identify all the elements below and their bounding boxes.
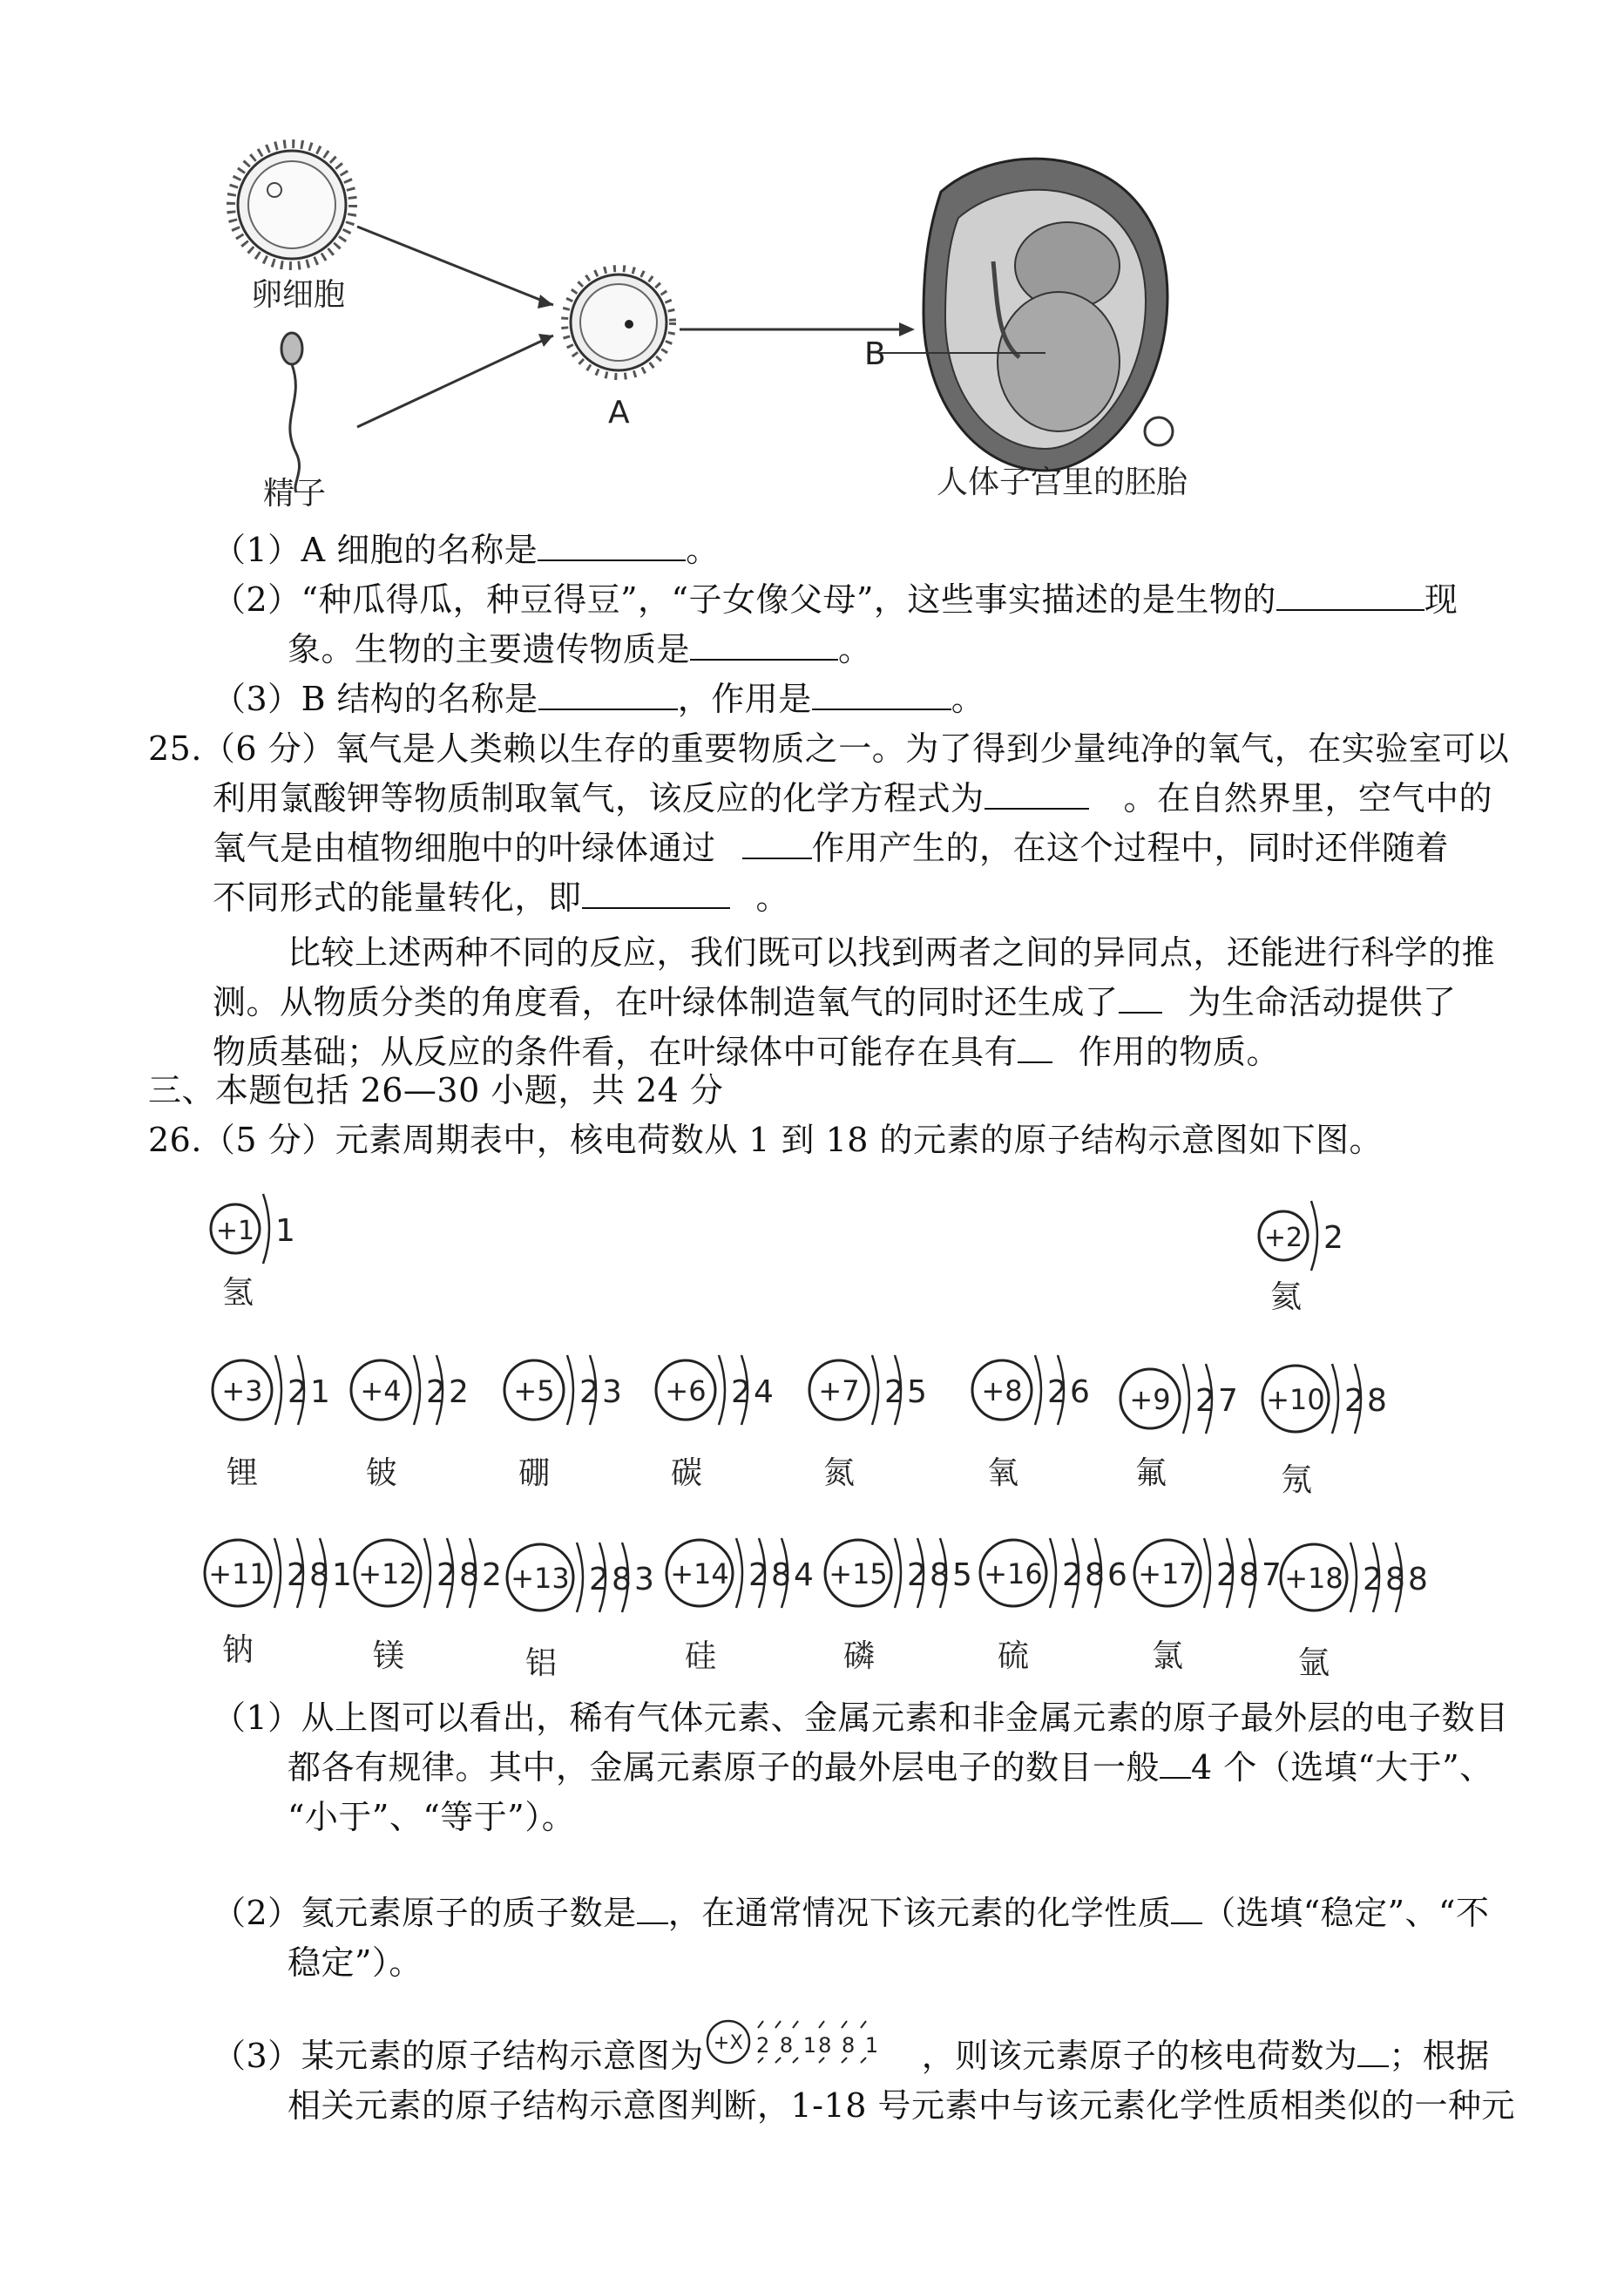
zygote-label: A <box>608 395 630 431</box>
q26-intro: 26.（5 分）元素周期表中，核电荷数从 1 到 18 的元素的原子结构示意图如下图。 <box>148 1121 1384 1159</box>
atom-diagram-11 <box>205 1538 352 1668</box>
shell-electron-count: 5 <box>907 1374 927 1410</box>
nucleus-charge: +15 <box>829 1557 888 1590</box>
shell-electron-count: 2 <box>288 1374 308 1410</box>
electron-shell-arc <box>1183 1364 1189 1434</box>
answer-blank[interactable] <box>637 1893 668 1924</box>
shell-electron-count: 1 <box>275 1213 295 1249</box>
element-name: 磷 <box>843 1638 876 1674</box>
element-name: 氢 <box>222 1275 254 1311</box>
embryo-b-label: B <box>864 336 886 372</box>
nucleus-charge: +9 <box>1129 1383 1171 1416</box>
element-name: 钠 <box>222 1632 254 1668</box>
shell-electron-count: 2 <box>1344 1383 1364 1419</box>
q26-item3-line2: 相关元素的原子结构示意图判断，1-18 号元素中与该元素化学性质相类似的一种元 <box>288 2086 1515 2125</box>
electron-shell-arc <box>1332 1364 1338 1434</box>
q26-item1-line1: （1）从上图可以看出，稀有气体元素、金属元素和非金属元素的原子最外层的电子数目 <box>213 1699 1509 1737</box>
electron-shell-arc <box>1035 1355 1041 1425</box>
atom-diagram-8 <box>972 1355 1090 1491</box>
shell-electron-count: 4 <box>754 1374 774 1410</box>
element-name: 氩 <box>1298 1645 1330 1681</box>
atom-diagram-10 <box>1262 1364 1387 1498</box>
egg-label: 卵细胞 <box>251 277 346 313</box>
shell-electron-count: 2 <box>1216 1557 1236 1593</box>
inline-atom-diagram <box>704 2031 904 2077</box>
q24-item1: （1）A 细胞的名称是 。 <box>213 531 720 569</box>
electron-shell-arc <box>263 1194 269 1264</box>
atom-diagram-3 <box>213 1355 330 1491</box>
element-name: 碳 <box>671 1455 703 1491</box>
answer-blank[interactable] <box>1160 1747 1191 1779</box>
shell-electron-count: 2 <box>1363 1562 1383 1597</box>
element-name: 氯 <box>1152 1638 1184 1674</box>
atom-diagram-1 <box>211 1194 295 1311</box>
element-name: 硅 <box>685 1638 717 1674</box>
element-name: 锂 <box>227 1455 259 1491</box>
shell-electron-count: 2 <box>1047 1374 1067 1410</box>
atom-diagram-17 <box>1134 1538 1282 1674</box>
electron-shell-arc <box>895 1538 901 1608</box>
element-name: 氧 <box>987 1455 1019 1491</box>
shell-electron-count: 3 <box>634 1562 654 1597</box>
shell-electron-count: 2 <box>1323 1220 1343 1256</box>
shell-electron-count: 8 <box>459 1557 479 1593</box>
nucleus-charge: +12 <box>358 1557 417 1590</box>
atom-diagram-7 <box>809 1355 927 1491</box>
electron-shell-arc <box>567 1355 573 1425</box>
q26-item1-line2: 都各有规律。其中，金属元素原子的最外层电子的数目一般 4 个（选填“大于”、 <box>288 1748 1493 1787</box>
nucleus-charge: +2 <box>1263 1223 1303 1253</box>
electron-shell-arc <box>872 1355 878 1425</box>
electron-shell-arc <box>1050 1538 1056 1608</box>
nucleus-charge: +4 <box>360 1374 402 1407</box>
nucleus-charge: +16 <box>984 1557 1043 1590</box>
shell-electron-count: 2 <box>589 1562 609 1597</box>
q24-item3: （3）B 结构的名称是 ，作用是 。 <box>213 680 985 718</box>
element-name: 氖 <box>1281 1462 1313 1498</box>
q26-item2-line2: 稳定”）。 <box>288 1943 423 1982</box>
q25-line1: 25.（6 分）氧气是人类赖以生存的重要物质之一。为了得到少量纯净的氧气，在实验室可以 <box>148 729 1510 768</box>
q25-line5: 比较上述两种不同的反应，我们既可以找到两者之间的异同点，还能进行科学的推 <box>288 933 1496 972</box>
shell-electron-count: 2 <box>884 1374 904 1410</box>
element-name: 氦 <box>1270 1279 1303 1315</box>
shell-electron-count: 5 <box>952 1557 972 1593</box>
shell-electron-count: 1 <box>310 1374 330 1410</box>
inline-atom-nucleus: +X <box>713 2031 743 2054</box>
electron-shell-arc <box>577 1543 583 1612</box>
atom-diagram-4 <box>351 1355 469 1491</box>
shell-electron-count: 8 <box>1239 1557 1259 1593</box>
shell-electron-count: 2 <box>436 1557 457 1593</box>
shell-electron-count: 4 <box>794 1557 814 1593</box>
element-name: 硼 <box>518 1455 551 1491</box>
shell-electron-count: 8 <box>309 1557 329 1593</box>
nucleus-charge: +10 <box>1266 1383 1325 1416</box>
element-name: 铍 <box>366 1455 398 1491</box>
shell-electron-count: 2 <box>731 1374 751 1410</box>
shell-electron-count: 2 <box>449 1374 469 1410</box>
shell-electron-count: 6 <box>1070 1374 1090 1410</box>
atom-diagram-18 <box>1281 1543 1428 1681</box>
q24-item2-line1: （2）“种瓜得瓜，种豆得豆”，“子女像父母”，这些事实描述的是生物的 现 <box>213 580 1458 619</box>
shell-electron-count: 1 <box>332 1557 352 1593</box>
electron-shell-arc <box>1311 1201 1317 1271</box>
shell-electron-count: 8 <box>1367 1383 1387 1419</box>
shell-electron-count: 2 <box>579 1374 599 1410</box>
q24-item2-line2: 象。生物的主要遗传物质是 。 <box>288 630 872 668</box>
electron-shell-arc <box>1204 1538 1210 1608</box>
element-name: 铝 <box>525 1645 558 1681</box>
shell-electron-count: 2 <box>907 1557 927 1593</box>
atom-diagram-12 <box>355 1538 502 1674</box>
shell-electron-count: 8 <box>771 1557 791 1593</box>
element-name: 镁 <box>373 1638 405 1674</box>
element-name: 硫 <box>998 1638 1030 1674</box>
electron-shell-arc <box>719 1355 725 1425</box>
section3-heading: 三、本题包括 26—30 小题，共 24 分 <box>148 1071 724 1109</box>
nucleus-charge: +5 <box>513 1374 555 1407</box>
answer-blank[interactable] <box>1357 2036 1389 2067</box>
atom-diagram-6 <box>656 1355 774 1491</box>
q25-line3: 氧气是由植物细胞中的叶绿体通过 作用产生的，在这个过程中，同时还伴随着 <box>213 829 1450 867</box>
shell-electron-count: 2 <box>1195 1383 1215 1419</box>
q26-item1-line3: “小于”、“等于”）。 <box>288 1798 576 1836</box>
nucleus-charge: +17 <box>1138 1557 1197 1590</box>
atom-diagram-16 <box>980 1538 1127 1674</box>
answer-blank[interactable] <box>1171 1893 1202 1924</box>
atom-diagram-14 <box>667 1538 814 1674</box>
nucleus-charge: +11 <box>208 1557 267 1590</box>
shell-electron-count: 8 <box>1408 1562 1428 1597</box>
nucleus-charge: +18 <box>1284 1562 1343 1595</box>
shell-electron-count: 7 <box>1262 1557 1282 1593</box>
nucleus-charge: +13 <box>511 1562 570 1595</box>
electron-shell-arc <box>275 1355 281 1425</box>
electron-shell-arc <box>1350 1543 1357 1612</box>
sperm-label: 精子 <box>263 476 327 512</box>
inline-atom-shells: 2 8 18 8 1 <box>755 2032 880 2058</box>
nucleus-charge: +8 <box>981 1374 1023 1407</box>
element-name: 氮 <box>823 1455 856 1491</box>
shell-electron-count: 2 <box>287 1557 307 1593</box>
shell-electron-count: 7 <box>1218 1383 1238 1419</box>
q26-item3-line1: （3）某元素的原子结构示意图为 +X 2 8 18 8 1 ，则该元素原子的核电荷数为 ；根据 <box>213 2036 1490 2077</box>
nucleus-charge: +7 <box>818 1374 860 1407</box>
q25-line6: 测。从物质分类的角度看，在叶绿体制造氧气的同时还生成了 为生命活动提供了 <box>213 983 1457 1021</box>
shell-electron-count: 2 <box>1062 1557 1082 1593</box>
nucleus-charge: +1 <box>215 1216 255 1246</box>
q25-line2: 利用氯酸钾等物质制取氧气，该反应的化学方程式为 。在自然界里，空气中的 <box>213 779 1493 817</box>
nucleus-charge: +14 <box>670 1557 729 1590</box>
q25-line4: 不同形式的能量转化，即 。 <box>213 878 790 917</box>
electron-shell-arc <box>736 1538 742 1608</box>
shell-electron-count: 2 <box>426 1374 446 1410</box>
shell-electron-count: 3 <box>602 1374 622 1410</box>
q25-line7: 物质基础；从反应的条件看，在叶绿体中可能存在具有 作用的物质。 <box>213 1033 1281 1071</box>
nucleus-charge: +3 <box>221 1374 263 1407</box>
shell-electron-count: 8 <box>1085 1557 1105 1593</box>
atom-diagram-13 <box>507 1543 654 1681</box>
atom-diagram-2 <box>1259 1201 1343 1315</box>
electron-shell-arc <box>414 1355 420 1425</box>
electron-shell-arc <box>274 1538 281 1608</box>
nucleus-charge: +6 <box>665 1374 707 1407</box>
shell-electron-count: 2 <box>748 1557 768 1593</box>
atom-diagram-9 <box>1120 1364 1238 1491</box>
shell-electron-count: 6 <box>1107 1557 1127 1593</box>
embryo-label: 人体子宫里的胚胎 <box>937 465 1188 500</box>
element-name: 氟 <box>1135 1455 1167 1491</box>
shell-electron-count: 8 <box>612 1562 632 1597</box>
shell-electron-count: 8 <box>930 1557 950 1593</box>
q26-item2-line1: （2）氦元素原子的质子数是 ，在通常情况下该元素的化学性质 （选填“稳定”、“不 <box>213 1894 1490 1932</box>
atom-diagram-5 <box>504 1355 622 1491</box>
atom-diagram-15 <box>825 1538 972 1674</box>
electron-shell-arc <box>424 1538 430 1608</box>
shell-electron-count: 8 <box>1385 1562 1405 1597</box>
shell-electron-count: 2 <box>482 1557 502 1593</box>
